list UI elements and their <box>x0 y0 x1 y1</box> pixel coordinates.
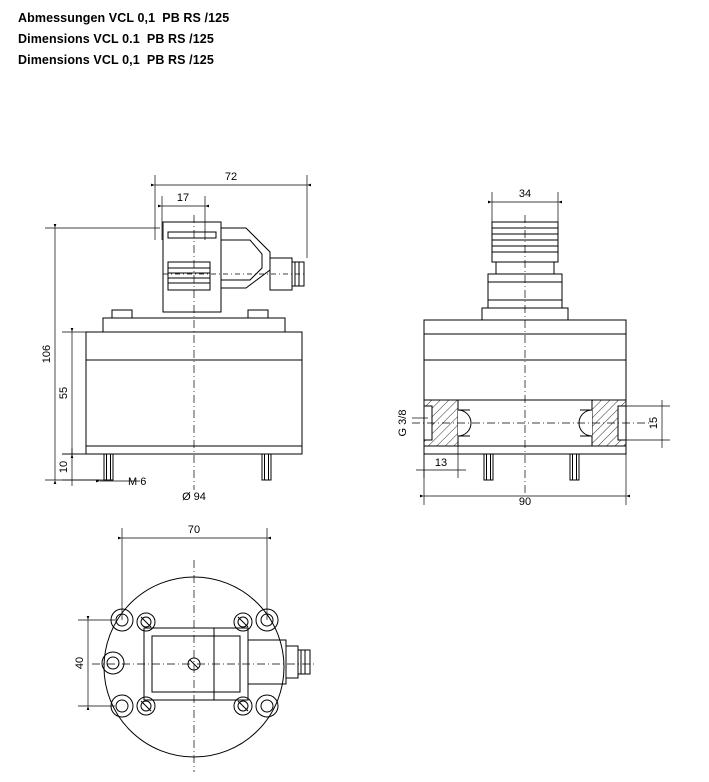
dim-label-13: 13 <box>434 457 448 469</box>
top-centerlines <box>92 560 316 772</box>
title-line-fr: Dimensions VCL 0,1 PB RS /125 <box>18 53 214 67</box>
dim-label-106: 106 <box>41 344 53 364</box>
dim-label-d94: Ø 94 <box>182 491 206 503</box>
dim-front-height-106 <box>45 228 160 480</box>
title-line-de: Abmessungen VCL 0,1 PB RS /125 <box>18 11 230 25</box>
side-view <box>397 188 670 508</box>
dim-label-90: 90 <box>518 496 532 508</box>
dim-label-m6: M 6 <box>128 476 147 488</box>
front-view <box>41 171 307 503</box>
top-connector-plug <box>248 640 310 684</box>
top-view <box>74 524 316 772</box>
dim-label-15: 15 <box>648 416 660 430</box>
front-connector-body <box>163 222 304 312</box>
dim-label-34: 34 <box>518 188 532 200</box>
title-line-en: Dimensions VCL 0.1 PB RS /125 <box>18 32 214 46</box>
dim-label-40: 40 <box>74 656 86 670</box>
dim-label-72: 72 <box>224 171 238 183</box>
dim-label-10: 10 <box>58 460 70 474</box>
side-centerlines <box>412 215 650 495</box>
dim-label-55: 55 <box>58 386 70 400</box>
dim-label-g38: G 3/8 <box>397 409 409 437</box>
dim-label-70: 70 <box>187 524 201 536</box>
side-feet <box>484 454 579 480</box>
dim-front-width-72 <box>155 175 307 258</box>
dim-top-width-70 <box>122 528 267 620</box>
dim-label-17: 17 <box>176 192 190 204</box>
